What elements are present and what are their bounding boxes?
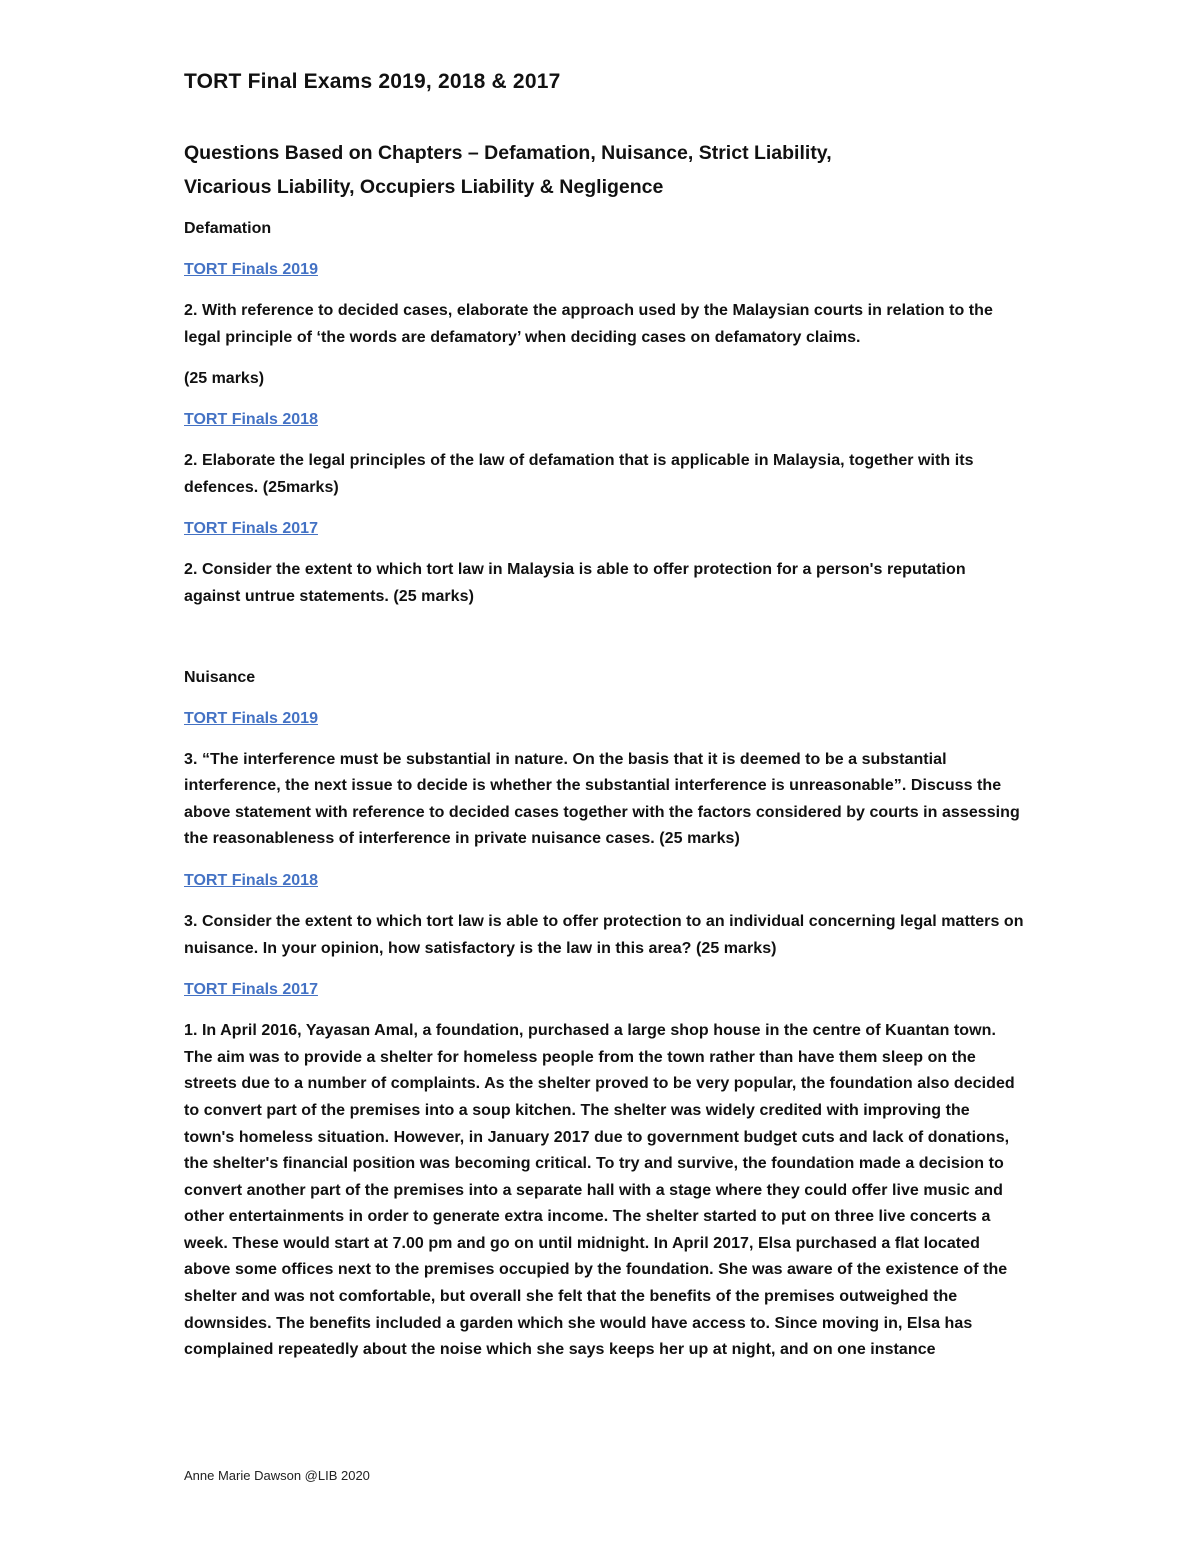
section-heading-defamation: Defamation (184, 220, 272, 237)
marks-defamation-2019: (25 marks) (184, 370, 265, 388)
question-nuisance-2019: 3. “The interference must be substantial in nature. On the basis that it is deemed to be a substantial interference, the next issue to decide is whether the substantial interference is unreasonable”. Discuss the above statement with reference to decided cases together with the factors considered by courts in assessing the reasonableness of interference in private nuisance cases. (25 marks) (184, 750, 1020, 848)
link-nuisance-2019[interactable]: TORT Finals 2019 (184, 709, 318, 727)
document-page (184, 64, 1024, 1379)
subtitle-line-2: Vicarious Liability, Occupiers Liability & Negligence (184, 176, 664, 198)
document-title: TORT Final Exams 2019, 2018 & 2017 (184, 70, 561, 93)
question-defamation-2018: 2. Elaborate the legal principles of the law of defamation that is applicable in Malaysia, together with its defences. (25marks) (184, 452, 974, 496)
page-footer: Anne Marie Dawson @LIB 2020 (184, 1468, 370, 1483)
document-subtitle (184, 136, 1024, 204)
subtitle-line-1: Questions Based on Chapters – Defamation, Nuisance, Strict Liability, (184, 142, 832, 164)
link-nuisance-2017[interactable]: TORT Finals 2017 (184, 981, 318, 999)
question-nuisance-2017: 1. In April 2016, Yayasan Amal, a foundation, purchased a large shop house in the centre of Kuantan town. The aim was to provide a shelter for homeless people from the town rather than have them sleep on the streets due to a number of complaints. As the shelter proved to be very popular, the foundation also decided to convert part of the premises into a soup kitchen. The shelter was widely credited with improving the town's homeless situation. However, in January 2017 due to government budget cuts and lack of donations, the shelter's financial position was becoming critical. To try and survive, the foundation made a decision to convert another part of the premises into a separate hall with a stage where they could offer live music and other entertainments in order to generate extra income. The shelter started to put on three live concerts a week. These would start at 7.00 pm and go on until midnight. In April 2017, Elsa purchased a flat located above some offices next to the premises occupied by the foundation. She was aware of the existence of the shelter and was not comfortable, but overall she felt that the benefits of the premises outweighed the downsides. The benefits included a garden which she would have access to. Since moving in, Elsa has complained repeatedly about the noise which she says keeps her up at night, and on one instance (184, 1022, 1015, 1359)
question-nuisance-2018: 3. Consider the extent to which tort law is able to offer protection to an individual concerning legal matters on nuisance. In your opinion, how satisfactory is the law in this area? (25 marks) (184, 912, 1024, 957)
section-heading-nuisance: Nuisance (184, 668, 256, 686)
question-defamation-2019: 2. With reference to decided cases, elaborate the approach used by the Malaysian courts in relation to the legal principle of ‘the words are defamatory’ when deciding cases on defamatory claims. (184, 302, 993, 346)
question-defamation-2017: 2. Consider the extent to which tort law in Malaysia is able to offer protection for a person's reputation against untrue statements. (25 marks) (184, 561, 966, 605)
section-spacer (184, 626, 1024, 665)
link-nuisance-2018[interactable]: TORT Finals 2018 (184, 871, 318, 889)
link-defamation-2019[interactable]: TORT Finals 2019 (184, 261, 318, 278)
link-defamation-2017[interactable]: TORT Finals 2017 (184, 520, 318, 538)
link-defamation-2018[interactable]: TORT Finals 2018 (184, 411, 318, 429)
